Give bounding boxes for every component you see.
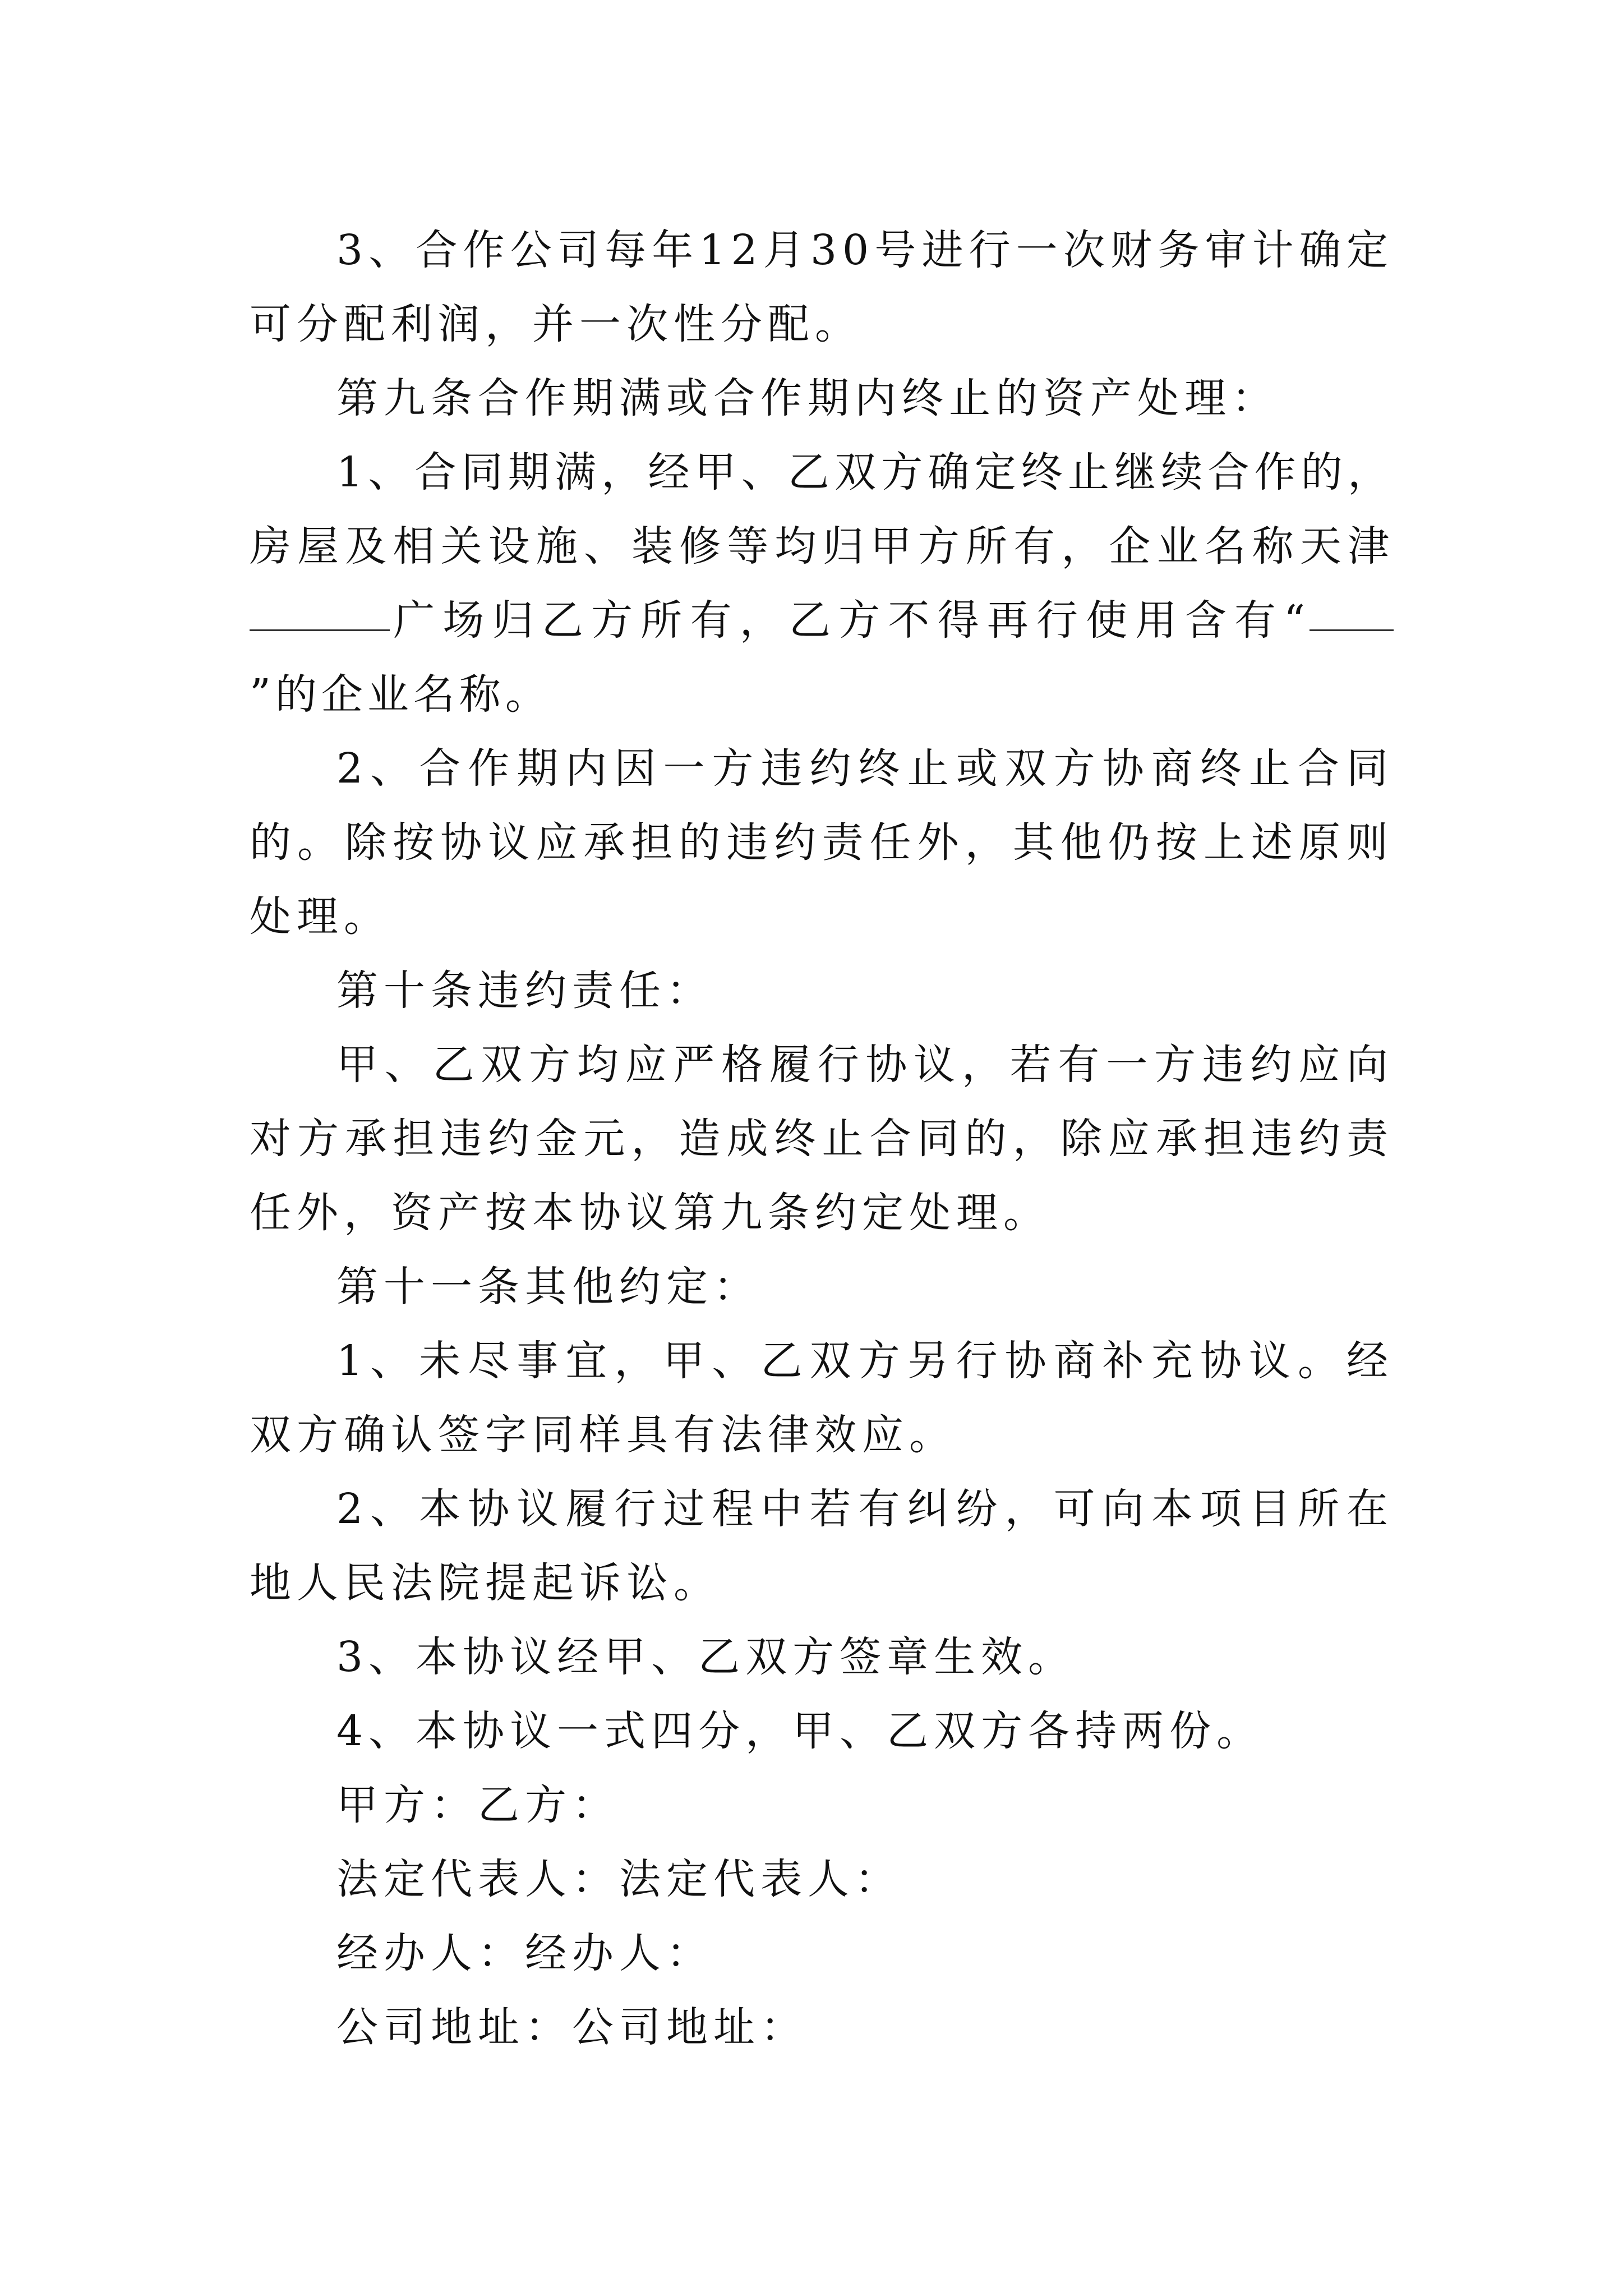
heading-article-9: 第九条合作期满或合作期内终止的资产处理： <box>336 374 1279 422</box>
paragraph-dispute-resolution: 2、本协议履行过程中若有纠纷，可向本项目所在地人民法院提起诉讼。 <box>250 1485 1394 1607</box>
name-blank-line-short <box>1310 629 1394 631</box>
paragraph-contract-expiry-part3: ”的企业名称。 <box>250 670 551 719</box>
signature-party-labels: 甲方：乙方： <box>336 1781 619 1829</box>
signature-company-addresses: 公司地址：公司地址： <box>336 2003 808 2051</box>
document-page <box>250 213 1394 2064</box>
paragraph-contract-expiry-part1: 1、合同期满，经甲、乙双方确定终止继续合作的，房屋及相关设施、装修等均归甲方所有，企业名称天津 <box>250 448 1394 570</box>
paragraph-contract-expiry-part2: 广场归乙方所有，乙方不得再行使用含有“ <box>390 596 1310 645</box>
paragraph-contract-expiry <box>250 435 1394 731</box>
paragraph-effectiveness: 3、本协议经甲、乙双方签章生效。 <box>336 1633 1076 1681</box>
paragraph-early-termination: 2、合作期内因一方违约终止或双方协商终止合同的。除按协议应承担的违约责任外，其他仍按上述原则处理。 <box>250 744 1394 941</box>
paragraph-copies: 4、本协议一式四分，甲、乙双方各持两份。 <box>336 1707 1264 1755</box>
name-blank-line <box>250 629 390 631</box>
signature-legal-representatives: 法定代表人：法定代表人： <box>336 1855 902 1903</box>
signature-handlers: 经办人：经办人： <box>336 1929 713 1977</box>
paragraph-breach-liability: 甲、乙双方均应严格履行协议，若有一方违约应向对方承担违约金元，造成终止合同的，除应承担违约责任外，资产按本协议第九条约定处理。 <box>250 1041 1394 1237</box>
paragraph-supplementary-agreement: 1、未尽事宜，甲、乙双方另行协商补充协议。经双方确认签字同样具有法律效应。 <box>250 1337 1394 1459</box>
heading-article-10: 第十条违约责任： <box>336 967 713 1015</box>
heading-article-11: 第十一条其他约定： <box>336 1263 760 1311</box>
paragraph-profit-distribution: 3、合作公司每年12月30号进行一次财务审计确定可分配利润，并一次性分配。 <box>250 226 1394 348</box>
